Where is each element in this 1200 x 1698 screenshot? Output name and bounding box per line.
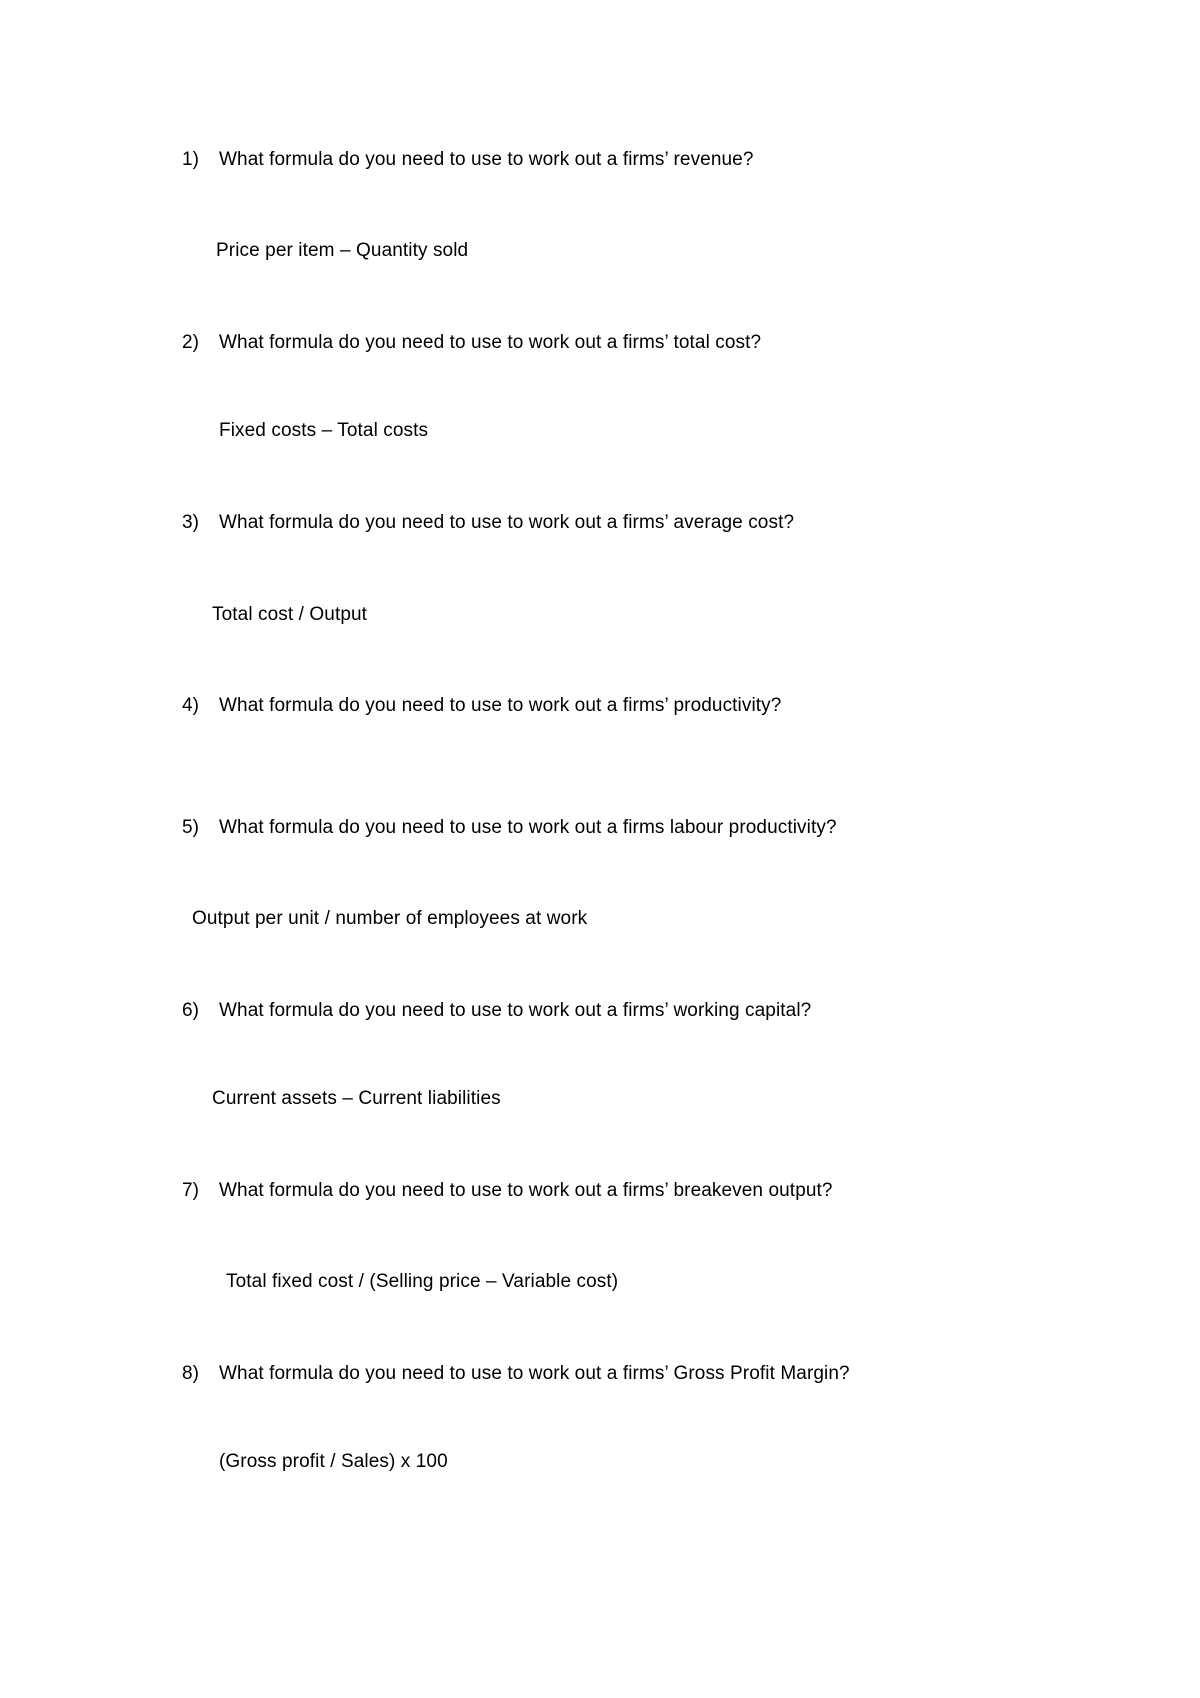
question-number: 1) (182, 149, 200, 170)
answer-5: Output per unit / number of employees at work (192, 908, 588, 929)
question-text: What formula do you need to use to work out a firms’ working capital? (219, 1000, 812, 1021)
question-text: What formula do you need to use to work out a firms’ Gross Profit Margin? (219, 1363, 850, 1384)
question-text: What formula do you need to use to work out a firms’ average cost? (219, 512, 795, 533)
answer-2: Fixed costs – Total costs (219, 420, 429, 441)
question-number: 2) (182, 332, 200, 353)
question-number: 6) (182, 1000, 200, 1021)
question-number: 4) (182, 695, 200, 716)
question-number: 5) (182, 817, 200, 838)
answer-6: Current assets – Current liabilities (212, 1088, 501, 1109)
question-text: What formula do you need to use to work out a firms’ revenue? (219, 149, 754, 170)
question-number: 8) (182, 1363, 200, 1384)
question-text: What formula do you need to use to work out a firms labour productivity? (219, 817, 837, 838)
question-text: What formula do you need to use to work out a firms’ breakeven output? (219, 1180, 833, 1201)
question-number: 3) (182, 512, 200, 533)
question-text: What formula do you need to use to work out a firms’ total cost? (219, 332, 762, 353)
answer-1: Price per item – Quantity sold (216, 240, 469, 261)
question-text: What formula do you need to use to work out a firms’ productivity? (219, 695, 782, 716)
question-number: 7) (182, 1180, 200, 1201)
answer-7: Total fixed cost / (Selling price – Variable cost) (226, 1271, 619, 1292)
answer-8: (Gross profit / Sales) x 100 (219, 1451, 448, 1472)
answer-3: Total cost / Output (212, 604, 368, 625)
